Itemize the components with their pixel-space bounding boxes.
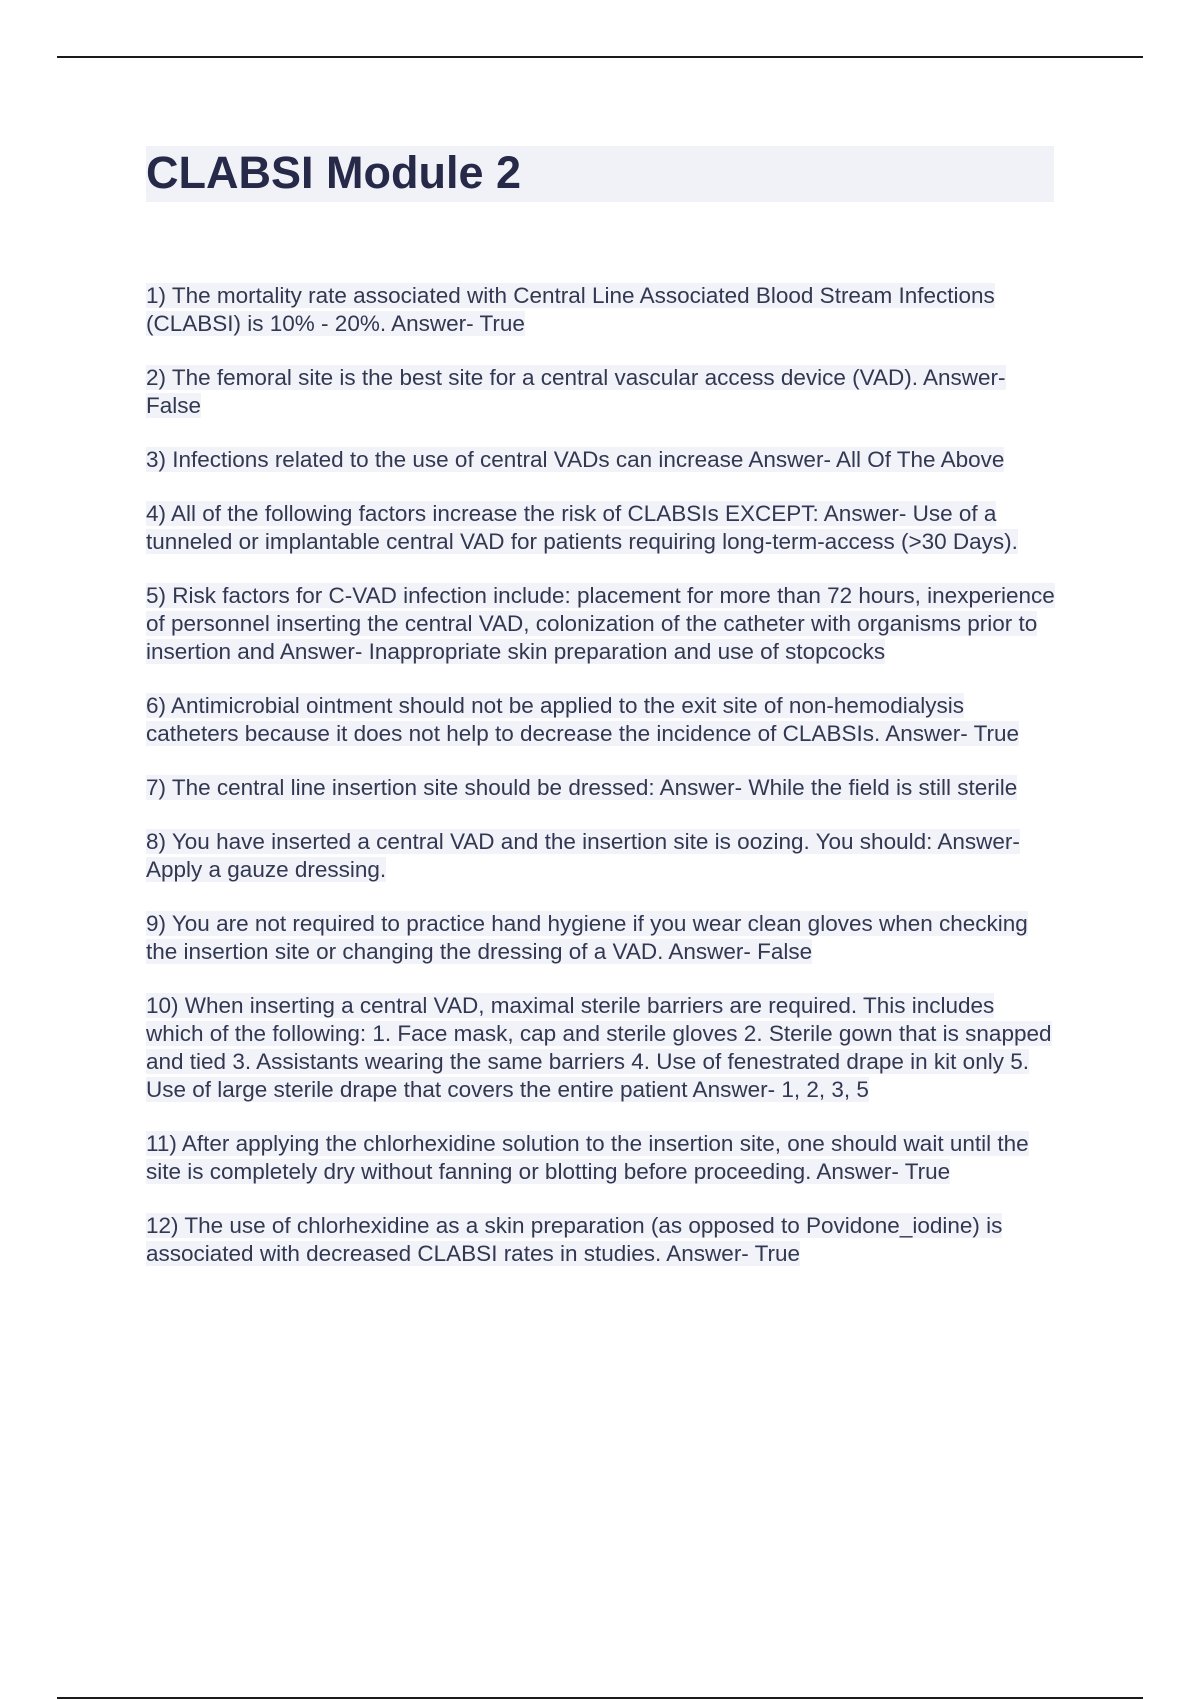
bottom-divider <box>57 1697 1143 1699</box>
question-item-4 <box>146 500 1056 556</box>
question-text: 8) You have inserted a central VAD and the insertion site is oozing. You should: Answer- Apply a gauze dressing. <box>146 829 1020 882</box>
question-item-2 <box>146 364 1056 420</box>
question-item-3 <box>146 446 1056 474</box>
question-item-1 <box>146 282 1056 338</box>
question-item-11 <box>146 1130 1056 1186</box>
page-title: CLABSI Module 2 <box>146 147 522 198</box>
question-item-7 <box>146 774 1056 802</box>
top-divider <box>57 56 1143 58</box>
question-text: 7) The central line insertion site should be dressed: Answer- While the field is still sterile <box>146 775 1018 800</box>
question-text: 3) Infections related to the use of central VADs can increase Answer- All Of The Above <box>146 447 1005 472</box>
question-item-9 <box>146 910 1056 966</box>
question-text: 1) The mortality rate associated with Central Line Associated Blood Stream Infections (CLABSI) is 10% - 20%. Answer- True <box>146 283 995 336</box>
question-text: 2) The femoral site is the best site for a central vascular access device (VAD). Answer- False <box>146 365 1006 418</box>
question-text: 10) When inserting a central VAD, maximal sterile barriers are required. This includes which of the following: 1. Face mask, cap and sterile gloves 2. Sterile gown that is snapped and tied 3. Assistants wearing the same barriers 4. Use of fenestrated drape in kit only 5. Use of large sterile drape that covers the entire patient Answer- 1, 2, 3, 5 <box>146 993 1052 1102</box>
question-text: 9) You are not required to practice hand hygiene if you wear clean gloves when checking the insertion site or changing the dressing of a VAD. Answer- False <box>146 911 1028 964</box>
question-item-6 <box>146 692 1056 748</box>
question-text: 11) After applying the chlorhexidine solution to the insertion site, one should wait until the site is completely dry without fanning or blotting before proceeding. Answer- True <box>146 1131 1029 1184</box>
question-item-12 <box>146 1212 1056 1268</box>
question-item-8 <box>146 828 1056 884</box>
question-text: 5) Risk factors for C-VAD infection include: placement for more than 72 hours, inexperience of personnel inserting the central VAD, colonization of the catheter with organisms prior to insertion and Answer- Inappropriate skin preparation and use of stopcocks <box>146 583 1055 664</box>
question-item-10 <box>146 992 1056 1104</box>
question-item-5 <box>146 582 1056 666</box>
question-text: 12) The use of chlorhexidine as a skin preparation (as opposed to Povidone_iodine) is associated with decreased CLABSI rates in studies. Answer- True <box>146 1213 1003 1266</box>
question-text: 4) All of the following factors increase the risk of CLABSIs EXCEPT: Answer- Use of a tunneled or implantable central VAD for patients requiring long-term-access (>30 Days). <box>146 501 1018 554</box>
question-text: 6) Antimicrobial ointment should not be applied to the exit site of non-hemodialysis catheters because it does not help to decrease the incidence of CLABSIs. Answer- True <box>146 693 1020 746</box>
question-list <box>146 282 1056 1294</box>
